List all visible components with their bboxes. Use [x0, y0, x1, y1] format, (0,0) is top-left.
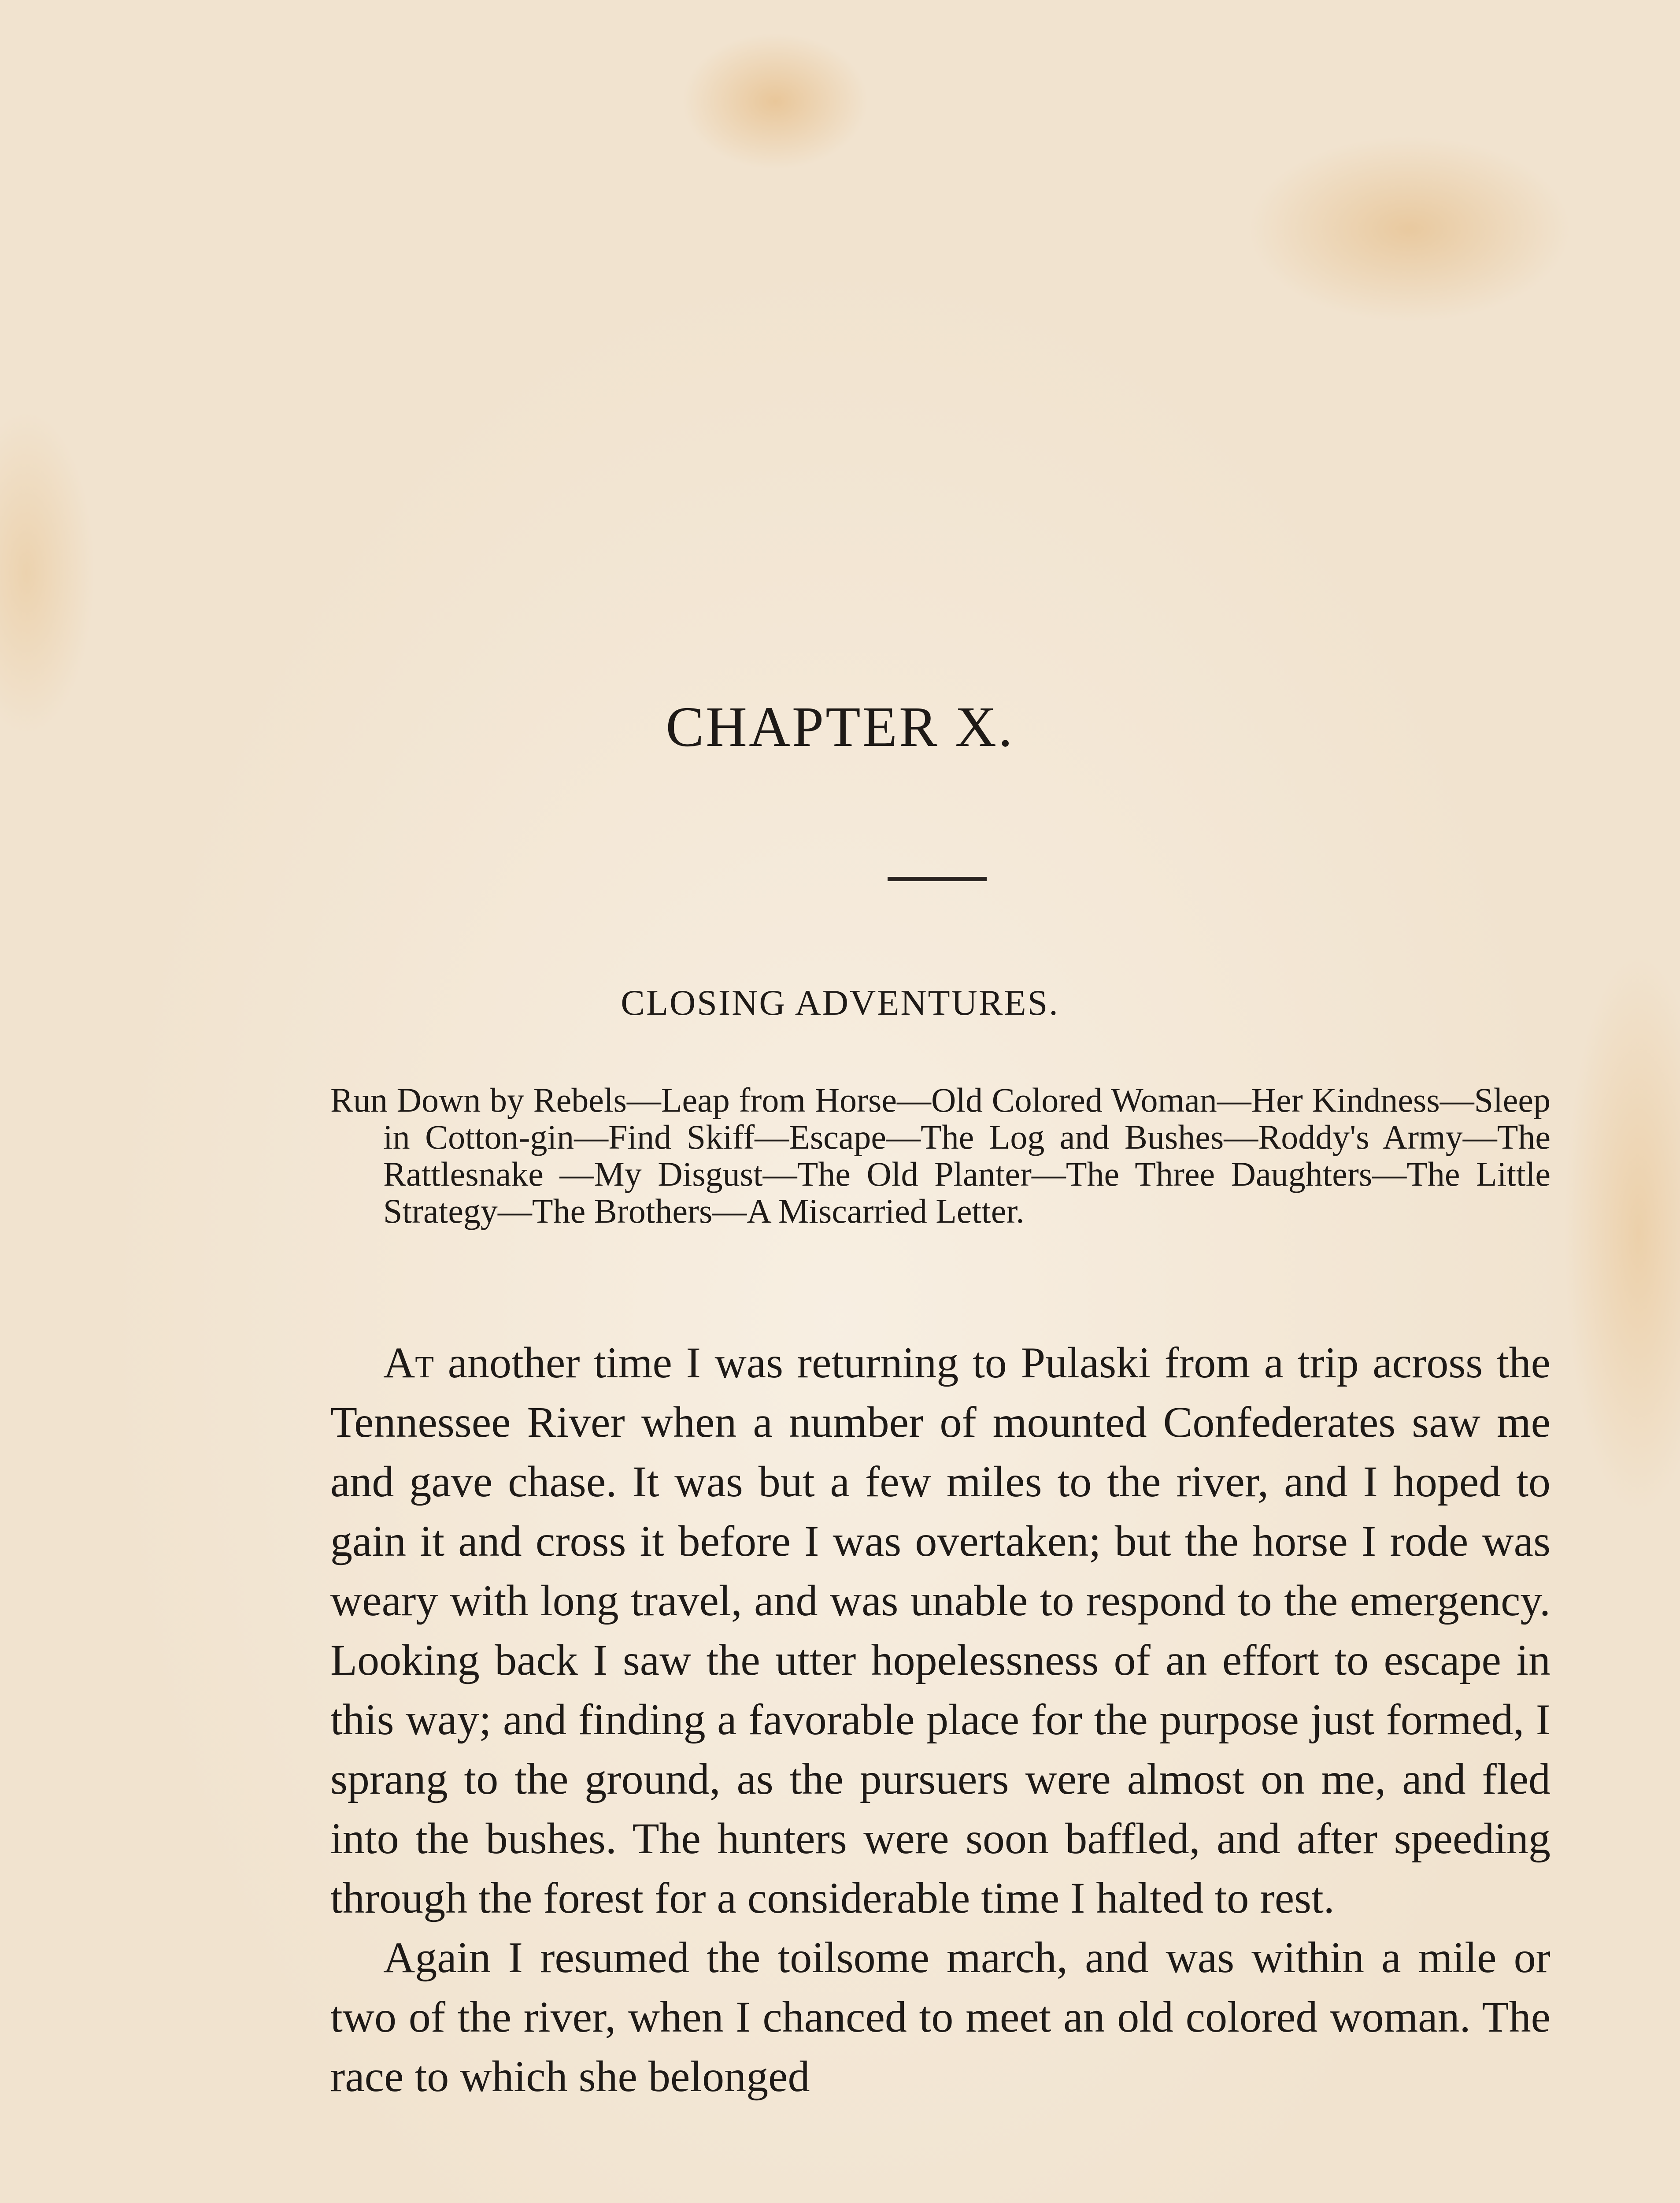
chapter-body	[330, 1333, 1550, 2106]
title-divider-rule	[888, 877, 987, 881]
chapter-title: CHAPTER X.	[666, 695, 1014, 759]
body-paragraph-2: Again I resumed the toilsome march, and was within a mile or two of the river, when I chanced to meet an old colored woman. The race to which she belonged	[330, 1933, 1550, 2101]
body-paragraph-1	[330, 1333, 1550, 1928]
chapter-synopsis: Run Down by Rebels—Leap from Horse—Old Colored Woman—Her Kindness—Sleep in Cotton-gin—Find Skiff—Escape—The Log and Bushes—Roddy's Army—The Rattlesnake —My Disgust—The Old Planter—The Three Daughters—The Little Strategy—The Brothers—A Miscarried Letter.	[330, 1081, 1550, 1230]
chapter-subtitle: CLOSING ADVENTURES.	[621, 983, 1059, 1023]
paragraph-1-text: another time I was returning to Pulaski from a trip across the Tennessee River when a number of mounted Confederates saw me and gave chase. It was but a few miles to the river, and I hoped to gain it and cross it before I was overtaken; but the horse I rode was weary with long travel, and was unable to respond to the emergency. Looking back I saw the utter hopelessness of an effort to escape in this way; and finding a favorable place for the purpose just formed, I sprang to the ground, as the pursuers were almost on me, and fled into the bushes. The hunters were soon baffled, and after speeding through the forest for a considerable time I halted to rest.	[330, 1338, 1550, 1922]
paragraph-lead-word: At	[383, 1338, 434, 1387]
